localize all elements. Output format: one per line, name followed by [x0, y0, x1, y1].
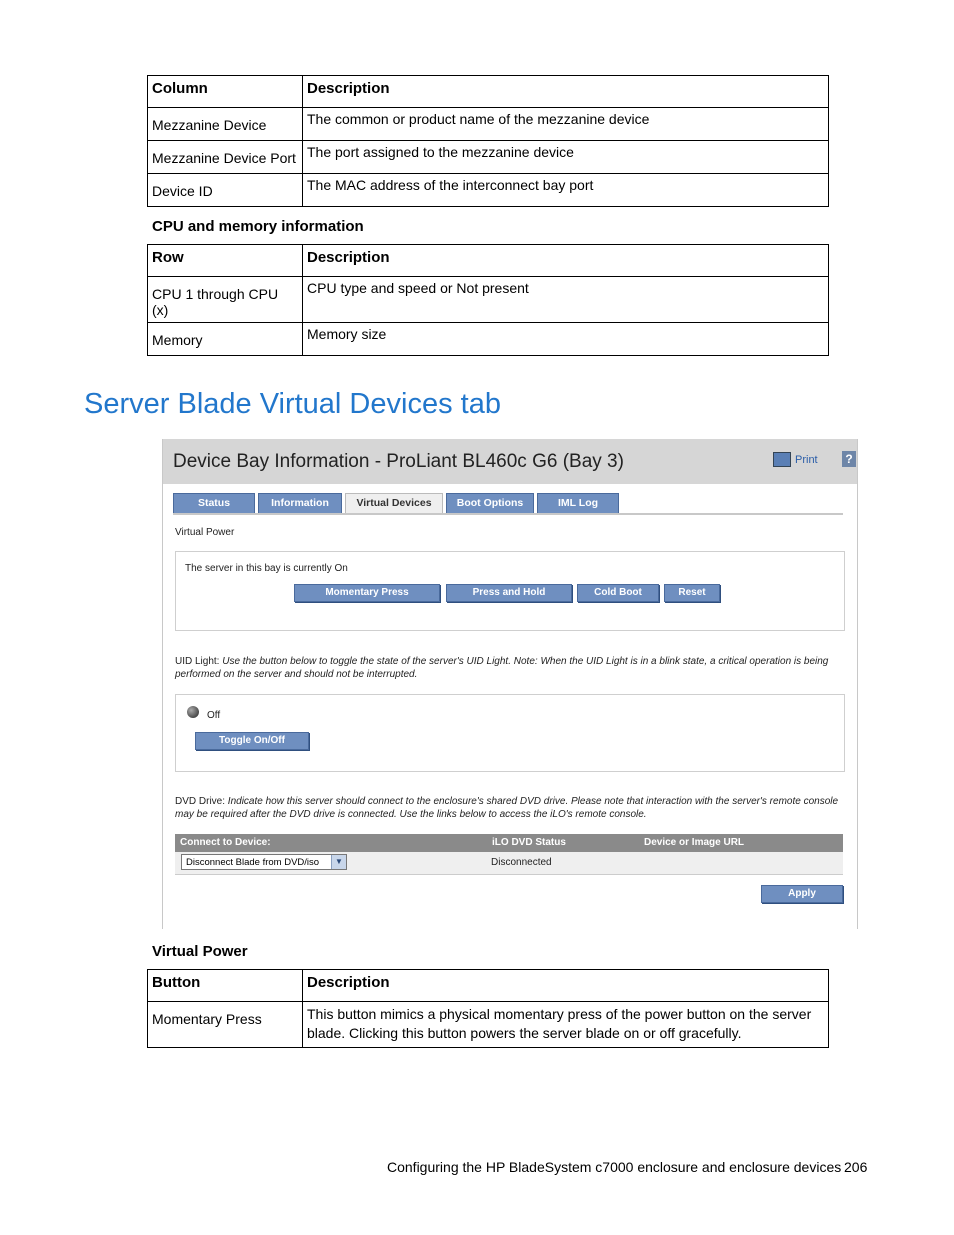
table-row	[148, 277, 829, 323]
table-header: Description	[303, 970, 829, 1002]
printer-icon	[773, 452, 791, 467]
section-label: Virtual Power	[152, 943, 248, 960]
table-row	[148, 108, 829, 141]
screenshot-header	[163, 439, 857, 484]
uid-state: Off	[207, 710, 221, 721]
cpu-memory-table	[147, 244, 829, 356]
table-cell: Memory size	[303, 323, 829, 356]
dvd-column-header: iLO DVD Status	[492, 837, 566, 848]
tab-information[interactable]: Information	[258, 493, 342, 514]
table-cell: The MAC address of the interconnect bay port	[303, 174, 829, 207]
table-cell: The common or product name of the mezzanine device	[303, 108, 829, 141]
help-button[interactable]: ?	[842, 451, 856, 467]
tab-divider	[173, 513, 843, 515]
table-cell: The port assigned to the mezzanine device	[303, 141, 829, 174]
table-row	[148, 141, 829, 174]
power-panel	[175, 551, 845, 631]
section-label: CPU and memory information	[152, 218, 364, 235]
dvd-column-header: Device or Image URL	[644, 837, 745, 848]
dvd-table-header	[175, 834, 843, 852]
table-cell: This button mimics a physical momentary press of the power button on the server blade. Clicking this button powers the server blade on or off gracefully.	[303, 1002, 829, 1048]
dvd-connect-select[interactable]	[181, 854, 347, 870]
virtual-power-label: Virtual Power	[175, 527, 235, 538]
tab-status[interactable]: Status	[173, 493, 255, 514]
table-cell: Memory	[148, 323, 303, 356]
dvd-column-header: Connect to Device:	[180, 837, 271, 848]
tab-boot-options[interactable]: Boot Options	[446, 493, 534, 514]
server-status-text: The server in this bay is currently On	[185, 563, 348, 574]
table-cell: Device ID	[148, 174, 303, 207]
table-header: Row	[148, 245, 303, 277]
uid-panel	[175, 694, 845, 772]
tab-virtual-devices[interactable]: Virtual Devices	[345, 493, 443, 514]
table-cell: Mezzanine Device Port	[148, 141, 303, 174]
dvd-note: Indicate how this server should connect to the enclosure's shared DVD drive. Please note that interaction with the server's remote console may be required after the DVD drive is connected. Use the links below to access the iLO's remote console.	[175, 796, 839, 820]
reset-button[interactable]: Reset	[664, 584, 720, 602]
toggle-uid-button[interactable]: Toggle On/Off	[195, 732, 309, 750]
chevron-down-icon[interactable]: ▼	[331, 855, 346, 869]
dvd-description	[175, 795, 839, 821]
dvd-status: Disconnected	[491, 857, 552, 868]
uid-note: Use the button below to toggle the state of the server's UID Light. Note: When the UID Light is in a blink state, a critical operation is being performed on the server and should not be interrupted.	[175, 656, 829, 680]
table-cell: CPU type and speed or Not present	[303, 277, 829, 323]
press-and-hold-button[interactable]: Press and Hold	[446, 584, 572, 602]
print-button[interactable]	[773, 452, 818, 467]
table-header: Description	[303, 76, 829, 108]
cold-boot-button[interactable]: Cold Boot	[577, 584, 659, 602]
dvd-label: DVD Drive:	[175, 796, 226, 807]
uid-led-icon	[187, 706, 199, 718]
tab-bar	[173, 493, 619, 513]
table-row	[148, 1002, 829, 1048]
table-cell: Mezzanine Device	[148, 108, 303, 141]
screenshot-title: Device Bay Information - ProLiant BL460c G6 (Bay 3)	[173, 451, 624, 472]
table-cell: CPU 1 through CPU (x)	[148, 277, 303, 323]
apply-button[interactable]: Apply	[761, 885, 843, 903]
device-bay-screenshot	[162, 439, 858, 929]
momentary-press-button[interactable]: Momentary Press	[294, 584, 440, 602]
mezzanine-table	[147, 75, 829, 207]
virtual-power-table	[147, 969, 829, 1048]
print-label: Print	[795, 453, 818, 466]
table-row	[148, 174, 829, 207]
page-footer: Configuring the HP BladeSystem c7000 enclosure and enclosure devices	[387, 1159, 842, 1175]
table-header: Description	[303, 245, 829, 277]
page-number: 206	[844, 1159, 868, 1175]
tab-iml-log[interactable]: IML Log	[537, 493, 619, 514]
table-header: Column	[148, 76, 303, 108]
section-heading: Server Blade Virtual Devices tab	[84, 388, 501, 420]
uid-description	[175, 655, 839, 681]
table-cell: Momentary Press	[148, 1002, 303, 1048]
table-header: Button	[148, 970, 303, 1002]
dvd-table-row	[175, 852, 843, 875]
table-row	[148, 323, 829, 356]
dvd-select-value: Disconnect Blade from DVD/iso	[186, 857, 320, 868]
uid-label: UID Light:	[175, 656, 220, 667]
